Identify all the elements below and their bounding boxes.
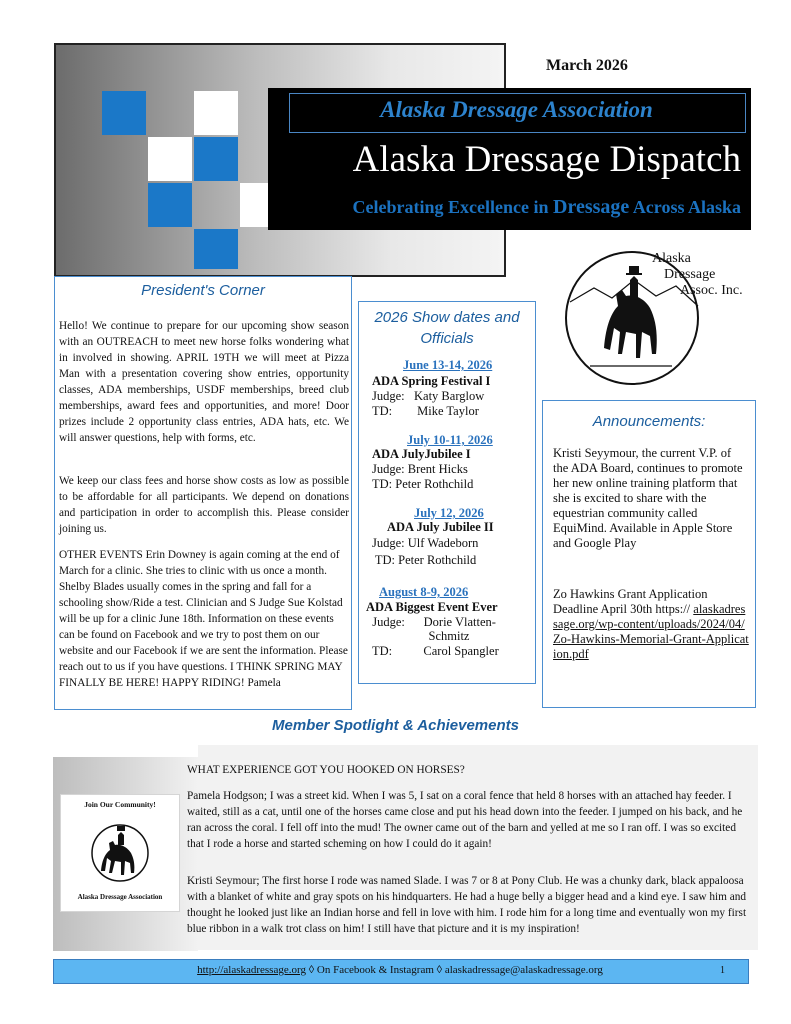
tagline-mid: Dressage (553, 196, 630, 218)
show-judge: Judge: Katy Barglow (372, 389, 485, 403)
spotlight-question: WHAT EXPERIENCE GOT YOU HOOKED ON HORSES? (187, 764, 465, 776)
show-judge: Judge: Dorie Vlatten- (366, 615, 496, 629)
show-td: TD: Mike Taylor (372, 404, 479, 418)
spotlight-title: Member Spotlight & Achievements (272, 717, 519, 734)
decor-square (194, 137, 238, 181)
logo-horse-rider-icon (560, 236, 756, 396)
announcement-grant (553, 587, 749, 662)
show-event: ADA Biggest Event Ever (366, 600, 498, 614)
association-name: Alaska Dressage Association (380, 97, 653, 122)
show-dates-title (358, 307, 536, 349)
show-judge: Judge: Ulf Wadeborn (372, 536, 479, 550)
spotlight-story-2: Kristi Seymour; The first horse I rode was named Slade. I was 7 or 8 at Pony Club. He was a chunky dark, black appaloosa with a blanket of white and gray spots on his hindquarters. He had a huge belly a bigger head and a kind eye. I saw him and thought he looked just like an Indian horse and fell in love with him. I rode him for a long time and eventually won my first blue ribbon in a walk trot class on him! I still have that picture and it is my inspiration! (187, 875, 747, 935)
show-event: ADA Spring Festival I (372, 374, 491, 388)
footer-social-email: ◊ On Facebook & Instagram ◊ alaskadressage@alaskadressage.org (305, 964, 603, 976)
show-event: ADA JulyJubilee I (372, 447, 471, 461)
grant-text: Zo Hawkins Grant Application Deadline April 30th https:// (553, 587, 708, 616)
tagline-post: Across Alaska (632, 197, 741, 217)
logo-line2: Dressage (664, 267, 716, 282)
decor-square (194, 91, 238, 135)
website-link[interactable]: http://alaskadressage.org (197, 964, 306, 976)
issue-date: March 2026 (546, 57, 628, 74)
decor-square (102, 91, 146, 135)
grant-link[interactable]: alaskadressage.org/wp-content/uploads/2024/04/Zo-Hawkins-Memorial-Grant-Application.pdf (553, 602, 749, 661)
show-td: TD: Carol Spangler (366, 644, 499, 658)
presidents-corner-title: President's Corner (141, 282, 265, 299)
show-judge-cont: Schmitz (366, 629, 470, 643)
show-td: TD: Peter Rothchild (372, 477, 474, 491)
presidents-paragraph-2: We keep our class fees and horse show costs as low as possible to be affordable for all participants. We depend on donations and participation in order to accomplish this. Please consider joining us. (59, 475, 349, 535)
presidents-paragraph-3: OTHER EVENTS Erin Downey is again coming at the end of March for a clinic. She tries to clinic with us once a month. Shelby Blades usually comes in the spring and fall for a schooling show/Ride a test. Clinician and S Judge Sue Kolstad will be up for a clinic June 18th. Information on these events can be found on Facebook and we try to post them on our website and our Facebook if we are sent the information. Please reach out to us if you have questions. I THINK SPRING MAY FINALLY BE HERE! HAPPY RIDING! Pamela (59, 549, 348, 689)
community-org-name: Alaska Dressage Association (77, 893, 163, 901)
decor-square (148, 183, 192, 227)
page-number: 1 (720, 965, 725, 976)
show-event: ADA July Jubilee II (387, 520, 494, 534)
presidents-paragraph-1: Hello! We continue to prepare for our upcoming show season with an OUTREACH to meet new horse folks wondering what in involved in showing. APRIL 19TH we will meet at Pizza Man with a presentation covering show entries, opportunity classes, ADA memberships, USDF memberships, breed club memberships, award fees and opportunities, and more! Door prizes include 2 opportunity class entries, ADA hats, etc. We will answer questions, help with forms, etc. (59, 320, 349, 444)
announcements-title: Announcements: (592, 413, 706, 430)
decor-square (194, 229, 238, 269)
announcement-equimind: Kristi Seyymour, the current V.P. of the ADA Board, continues to promote her new online training platform that she is excited to share with the equestrian community called EquiMind. Available in Apple Store and Google Play (553, 446, 743, 550)
show-date: July 10-11, 2026 (407, 433, 493, 447)
tagline-pre: Celebrating Excellence in (352, 197, 549, 217)
spotlight-story-1: Pamela Hodgson; I was a street kid. When I was 5, I sat on a coral fence that held 8 horses with an attached hay feeder. I waited, still as a cat, until one of the horses came close and put his head down into the feeder. I jumped on his back, and he ran across the coral. I fell off into the mud! The owner came out of the barn and yelled at me so I ran off. I was so excited that I rode a horse and started scheming on how I could do it again! (187, 790, 743, 850)
footer-contact (53, 964, 747, 976)
logo-line1: Alaska (652, 251, 691, 266)
logo-line3: Assoc. Inc. (680, 283, 743, 298)
tagline (270, 196, 741, 219)
show-date: June 13-14, 2026 (403, 358, 493, 372)
show-date: July 12, 2026 (414, 506, 484, 520)
show-date: August 8-9, 2026 (379, 585, 469, 599)
show-judge: Judge: Brent Hicks (372, 462, 468, 476)
association-logo (560, 236, 756, 396)
show-title-line1: 2026 Show dates and (374, 309, 520, 326)
newsletter-title: Alaska Dressage Dispatch (352, 139, 741, 180)
decor-square (148, 137, 192, 181)
community-join-text: Join Our Community! (84, 800, 156, 809)
show-title-line2: Officials (420, 330, 474, 347)
show-td: TD: Peter Rothchild (372, 553, 477, 567)
